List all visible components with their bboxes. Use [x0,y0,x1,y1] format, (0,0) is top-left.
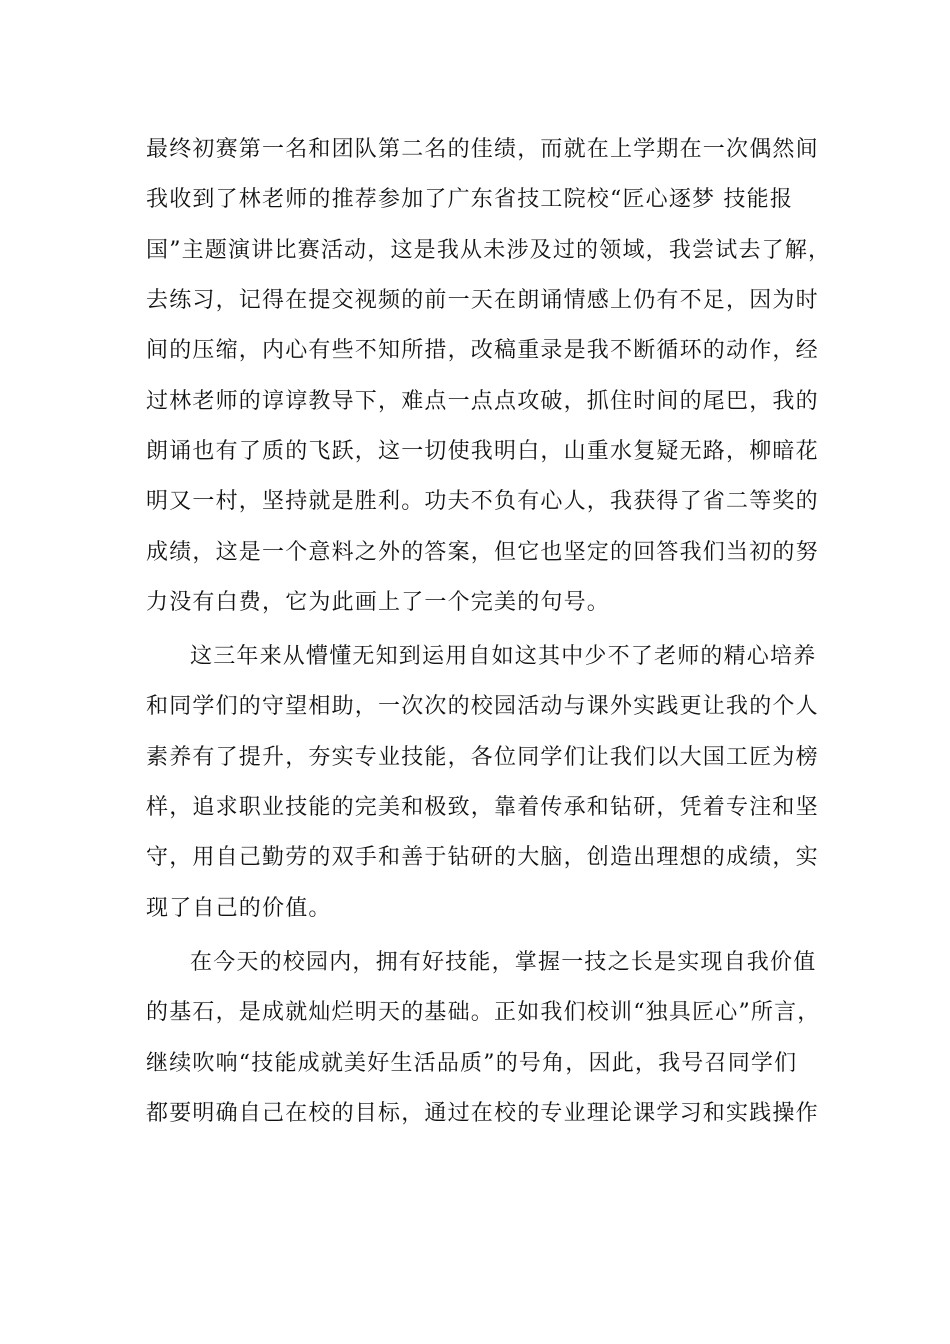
text-line: 力没有白费，它为此画上了一个完美的句号。 [146,590,611,615]
text-line: 成绩，这是一个意料之外的答案，但它也坚定的回答我们当初的努 [146,540,819,565]
text-line: 样，追求职业技能的完美和极致，靠着传承和钻研，凭着专注和坚 [146,795,819,820]
text-line: 明又一村，坚持就是胜利。功夫不负有心人，我获得了省二等奖的 [146,489,819,514]
text-line: 朗诵也有了质的飞跃，这一切使我明白，山重水复疑无路，柳暗花 [146,439,819,464]
text-line: 现了自己的价值。 [146,896,332,921]
text-line: 间的压缩，内心有些不知所措，改稿重录是我不断循环的动作，经 [146,338,819,363]
text-line: 过林老师的谆谆教导下，难点一点点攻破，抓住时间的尾巴，我的 [146,389,819,414]
paragraph-first-line: 在今天的校园内，拥有好技能，掌握一技之长是实现自我价值 [190,950,817,975]
text-line: 和同学们的守望相助，一次次的校园活动与课外实践更让我的个人 [146,694,819,719]
text-line: 去练习，记得在提交视频的前一天在朗诵情感上仍有不足，因为时 [146,288,819,313]
text-line: 都要明确自己在校的目标，通过在校的专业理论课学习和实践操作 [146,1101,819,1126]
paragraph-first-line: 这三年来从懵懂无知到运用自如这其中少不了老师的精心培养 [190,644,817,669]
text-line: 我收到了林老师的推荐参加了广东省技工院校“匠心逐梦 技能报 [146,187,794,212]
text-line: 继续吹响“技能成就美好生活品质”的号角，因此，我号召同学们 [146,1051,798,1076]
text-line: 的基石，是成就灿烂明天的基础。正如我们校训“独具匠心”所言， [146,1000,821,1025]
text-line: 最终初赛第一名和团队第二名的佳绩，而就在上学期在一次偶然间 [146,137,819,162]
text-line: 国”主题演讲比赛活动，这是我从未涉及过的领域，我尝试去了解， [146,238,832,263]
text-line: 守，用自己勤劳的双手和善于钻研的大脑，创造出理想的成绩，实 [146,845,819,870]
text-line: 素养有了提升，夯实专业技能，各位同学们让我们以大国工匠为榜 [146,745,819,770]
